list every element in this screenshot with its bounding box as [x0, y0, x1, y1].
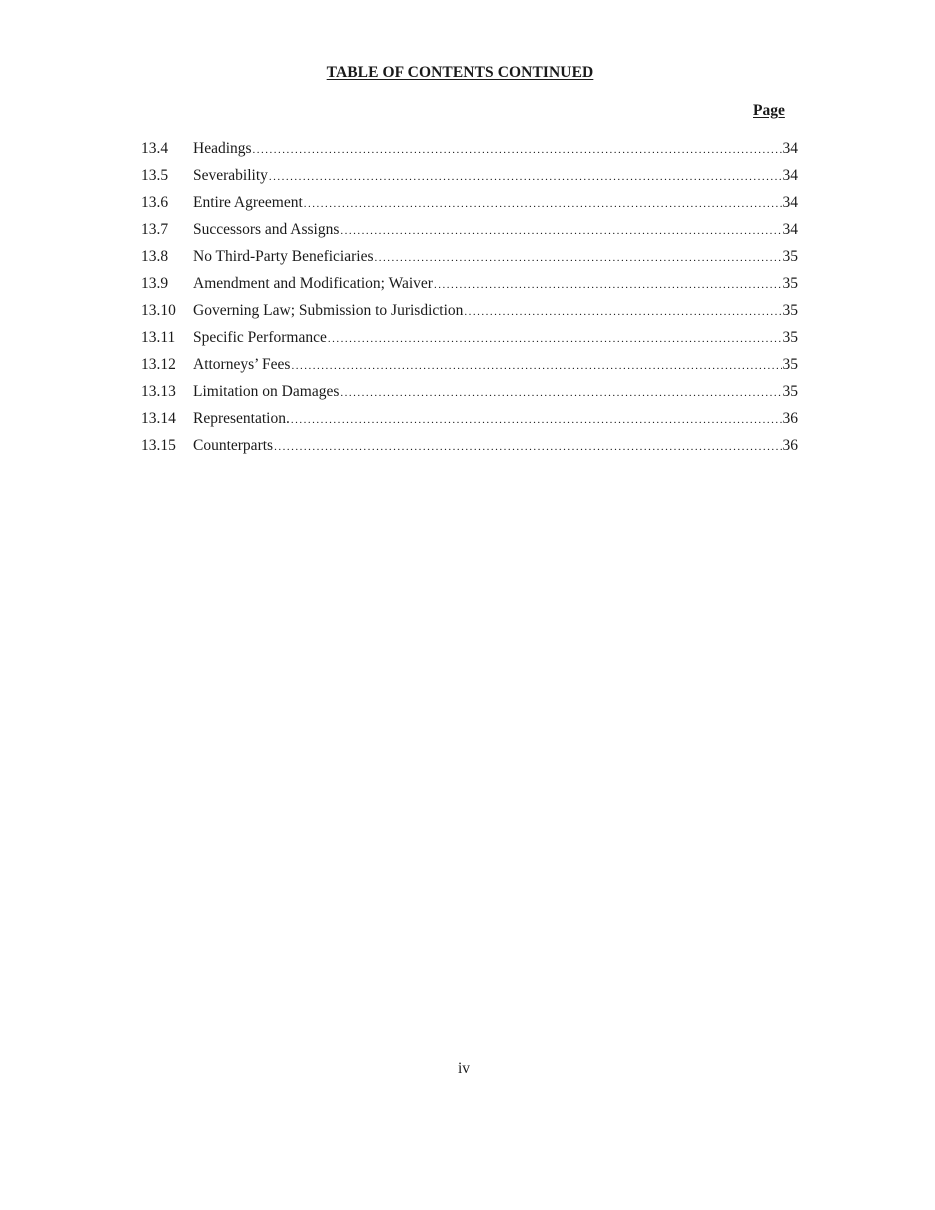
toc-entry[interactable] — [141, 246, 798, 273]
toc-dot-leader — [291, 409, 782, 431]
toc-dot-leader — [253, 139, 782, 161]
toc-entry-heading: Headings — [193, 140, 252, 157]
toc-entry[interactable] — [141, 192, 798, 219]
toc-entry-heading: Governing Law; Submission to Jurisdiction — [193, 302, 464, 319]
toc-entry[interactable] — [141, 354, 798, 381]
toc-entry-heading: Entire Agreement — [193, 194, 303, 211]
toc-entry-heading: Limitation on Damages — [193, 383, 340, 400]
toc-entry-page: 35 — [782, 329, 798, 346]
toc-entry-page: 35 — [782, 275, 798, 292]
toc-entry-heading: Specific Performance — [193, 329, 327, 346]
toc-entry-page: 36 — [782, 437, 798, 454]
toc-entry[interactable] — [141, 273, 798, 300]
toc-dot-leader — [340, 382, 781, 404]
toc-entry-page: 36 — [782, 410, 798, 427]
toc-entry-number: 13.13 — [141, 383, 176, 400]
toc-dot-leader — [375, 247, 782, 269]
toc-dot-leader — [291, 355, 781, 377]
toc-entry-page: 34 — [782, 167, 798, 184]
toc-entry-page: 35 — [782, 383, 798, 400]
toc-entry-number: 13.14 — [141, 410, 176, 427]
toc-entry-page: 34 — [782, 194, 798, 211]
toc-entry[interactable] — [141, 165, 798, 192]
toc-entry-heading: Amendment and Modification; Waiver — [193, 275, 433, 292]
toc-list — [141, 138, 798, 462]
toc-entry-number: 13.5 — [141, 167, 169, 184]
toc-entry-page: 34 — [782, 140, 798, 157]
toc-entry[interactable] — [141, 219, 798, 246]
toc-entry-number: 13.12 — [141, 356, 176, 373]
toc-entry[interactable] — [141, 300, 798, 327]
toc-entry[interactable] — [141, 435, 798, 462]
toc-dot-leader — [274, 436, 781, 458]
toc-entry-heading: Representation. — [193, 410, 290, 427]
toc-dot-leader — [269, 166, 782, 188]
toc-entry-number: 13.11 — [141, 329, 176, 346]
toc-entry-number: 13.8 — [141, 248, 169, 265]
toc-entry-page: 34 — [782, 221, 798, 238]
toc-entry-heading: Successors and Assigns — [193, 221, 340, 238]
toc-entry-heading: Counterparts — [193, 437, 274, 454]
toc-entry-number: 13.15 — [141, 437, 176, 454]
toc-dot-leader — [328, 328, 782, 350]
page-column-header: Page — [753, 102, 785, 119]
toc-entry-number: 13.6 — [141, 194, 169, 211]
toc-entry-heading: Severability — [193, 167, 268, 184]
toc-entry-number: 13.4 — [141, 140, 169, 157]
toc-dot-leader — [464, 301, 781, 323]
toc-entry[interactable] — [141, 327, 798, 354]
toc-entry-heading: Attorneys’ Fees — [193, 356, 291, 373]
toc-dot-leader — [434, 274, 782, 296]
toc-dot-leader — [340, 220, 781, 242]
toc-entry[interactable] — [141, 381, 798, 408]
toc-entry[interactable] — [141, 408, 798, 435]
toc-title: TABLE OF CONTENTS CONTINUED — [326, 64, 594, 81]
toc-entry-number: 13.7 — [141, 221, 169, 238]
footer-page-number: iv — [457, 1060, 471, 1077]
toc-entry-page: 35 — [782, 356, 798, 373]
toc-entry-number: 13.10 — [141, 302, 176, 319]
toc-entry-page: 35 — [782, 302, 798, 319]
toc-entry-page: 35 — [782, 248, 798, 265]
toc-entry[interactable] — [141, 138, 798, 165]
toc-dot-leader — [304, 193, 782, 215]
toc-entry-heading: No Third-Party Beneficiaries — [193, 248, 374, 265]
toc-entry-number: 13.9 — [141, 275, 169, 292]
